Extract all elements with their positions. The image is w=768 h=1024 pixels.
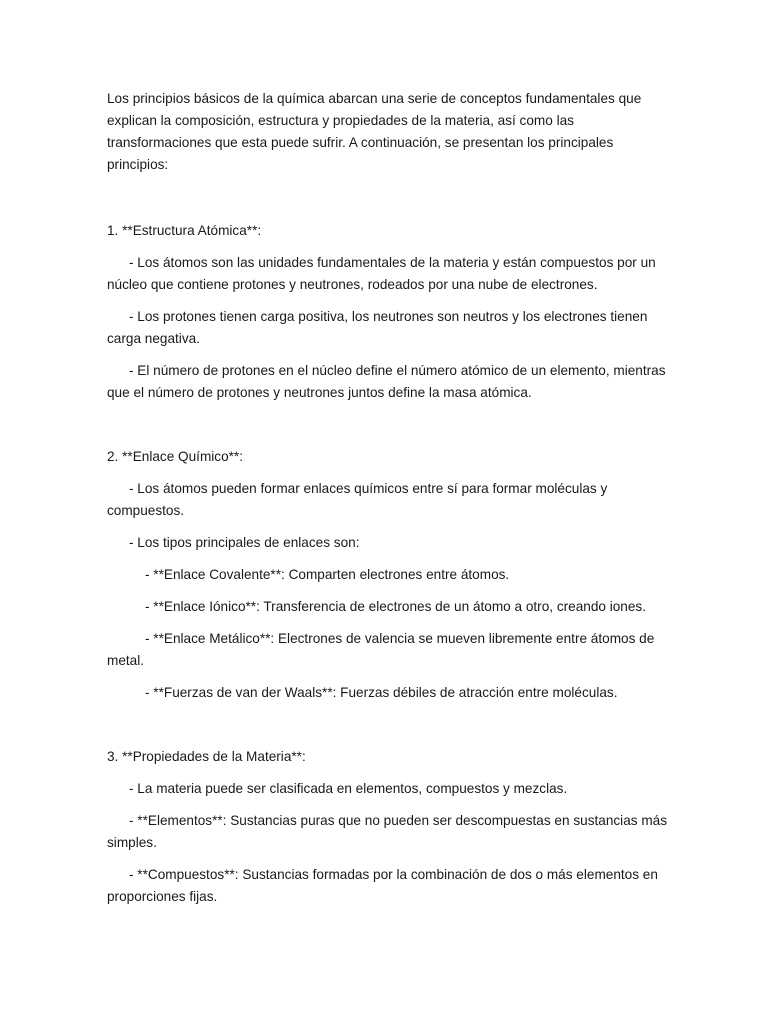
section-heading-enlace-quimico: 2. **Enlace Químico**:: [107, 449, 244, 464]
sub-bullet-item: - **Fuerzas de van der Waals**: Fuerzas débiles de atracción entre moléculas.: [145, 685, 618, 700]
bullet-item: - Los átomos son las unidades fundamentales de la materia y están compuestos por un núcleo que contiene protones y neutrones, rodeados por una nube de electrones.: [107, 255, 656, 292]
section-heading-estructura-atomica: 1. **Estructura Atómica**:: [107, 223, 262, 238]
bullet-item: - Los protones tienen carga positiva, los neutrones son neutros y los electrones tienen carga negativa.: [107, 309, 648, 346]
bullet-item: - El número de protones en el núcleo define el número atómico de un elemento, mientras que el número de protones y neutrones juntos define la masa atómica.: [107, 363, 666, 400]
document-page: [107, 88, 667, 918]
bullet-item: - Los tipos principales de enlaces son:: [129, 535, 360, 550]
intro-paragraph: Los principios básicos de la química abarcan una serie de conceptos fundamentales que explican la composición, estructura y propiedades de la materia, así como las transformaciones que esta puede sufrir. A continuación, se presentan los principales principios:: [107, 91, 642, 172]
sub-bullet-item: - **Enlace Covalente**: Comparten electrones entre átomos.: [145, 567, 510, 582]
bullet-item: - Los átomos pueden formar enlaces químicos entre sí para formar moléculas y compuestos.: [107, 481, 608, 518]
bullet-item: - La materia puede ser clasificada en elementos, compuestos y mezclas.: [129, 781, 568, 796]
section-heading-propiedades-materia: 3. **Propiedades de la Materia**:: [107, 749, 306, 764]
bullet-item: - **Compuestos**: Sustancias formadas por la combinación de dos o más elementos en proporciones fijas.: [107, 867, 658, 904]
sub-bullet-item: - **Enlace Metálico**: Electrones de valencia se mueven libremente entre átomos de metal.: [107, 631, 655, 668]
sub-bullet-item: - **Enlace Iónico**: Transferencia de electrones de un átomo a otro, creando iones.: [145, 599, 647, 614]
bullet-item: - **Elementos**: Sustancias puras que no pueden ser descompuestas en sustancias más simples.: [107, 813, 668, 850]
